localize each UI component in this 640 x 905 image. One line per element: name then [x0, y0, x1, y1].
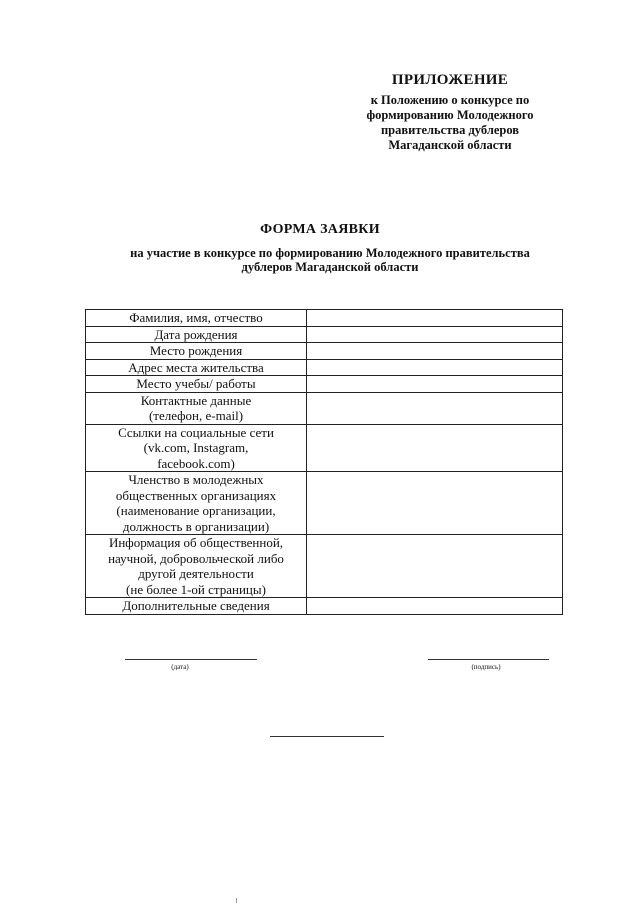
form-row	[86, 343, 563, 360]
form-row-value-field[interactable]	[307, 392, 563, 424]
form-row-label-line: (наименование организации,	[116, 503, 276, 518]
form-row	[86, 376, 563, 393]
form-row-label-line: (не более 1-ой страницы)	[126, 581, 266, 597]
form-row-label-line: должность в организации)	[122, 518, 270, 534]
form-row-label-line: Информация об общественной,	[108, 535, 284, 550]
form-row-label-line: научной, добровольческой либо	[108, 550, 284, 566]
form-row	[86, 535, 563, 598]
form-subtitle-line: на участие в конкурсе по формированию Молодежного правительства	[130, 246, 530, 260]
form-row-label-line: facebook.com)	[157, 455, 235, 471]
form-row-value-field[interactable]	[307, 326, 563, 343]
form-row-label	[86, 359, 307, 376]
date-label: (дата)	[171, 663, 189, 671]
closing-line	[270, 736, 384, 737]
appendix-title: ПРИЛОЖЕНИЕ	[391, 72, 509, 88]
form-row-value-field[interactable]	[307, 343, 563, 360]
appendix-block	[330, 72, 570, 153]
form-row-label-line: Дополнительные сведения	[122, 598, 270, 613]
form-row-value-field[interactable]	[307, 376, 563, 393]
appendix-line: формированию Молодежного	[366, 108, 534, 122]
form-row-label-line: Контактные данные	[140, 392, 252, 408]
date-signature-line	[125, 659, 257, 660]
form-row-label-line: Членство в молодежных	[128, 472, 264, 487]
form-subtitle-line: дублеров Магаданской области	[241, 260, 419, 274]
form-row-label-line: Дата рождения	[154, 326, 238, 342]
form-row	[86, 598, 563, 615]
form-row-value-field[interactable]	[307, 535, 563, 598]
form-row-label	[86, 424, 307, 472]
form-row	[86, 326, 563, 343]
form-table-body	[86, 310, 563, 615]
form-row	[86, 359, 563, 376]
appendix-line: к Положению о конкурсе по	[370, 93, 530, 107]
form-row	[86, 310, 563, 327]
form-row-label-line: общественных организациях	[115, 487, 277, 503]
form-row-value-field[interactable]	[307, 472, 563, 535]
form-row	[86, 472, 563, 535]
form-row-label-line: Фамилия, имя, отчество	[129, 310, 263, 325]
form-row-label	[86, 376, 307, 393]
form-row-label-line: (телефон, e-mail)	[148, 408, 244, 423]
form-row-label	[86, 326, 307, 343]
form-row-label	[86, 343, 307, 360]
form-row-label-line: Адрес места жительства	[128, 359, 264, 375]
form-row-value-field[interactable]	[307, 598, 563, 615]
sign-signature-line	[428, 659, 549, 660]
form-row-label	[86, 392, 307, 424]
form-row-value-field[interactable]	[307, 424, 563, 472]
scan-mark	[236, 898, 237, 903]
form-row	[86, 424, 563, 472]
sign-label: (подпись)	[471, 663, 501, 671]
form-row-label-line: (vk.com, Instagram,	[143, 440, 249, 455]
form-row	[86, 392, 563, 424]
form-row-label	[86, 472, 307, 535]
form-row-label	[86, 535, 307, 598]
form-row-value-field[interactable]	[307, 359, 563, 376]
appendix-line: Магаданской области	[388, 138, 512, 152]
form-row-label	[86, 598, 307, 615]
form-row-label	[86, 310, 307, 327]
application-form-table	[85, 309, 563, 615]
form-row-label-line: Место учебы/ работы	[136, 376, 256, 391]
form-row-label-line: другой деятельности	[138, 566, 254, 581]
form-row-value-field[interactable]	[307, 310, 563, 327]
form-row-label-line: Место рождения	[149, 343, 243, 358]
form-row-label-line: Ссылки на социальные сети	[118, 424, 274, 440]
form-title: ФОРМА ЗАЯВКИ	[260, 222, 380, 237]
appendix-line: правительства дублеров	[380, 123, 520, 137]
form-subtitle	[60, 246, 600, 274]
